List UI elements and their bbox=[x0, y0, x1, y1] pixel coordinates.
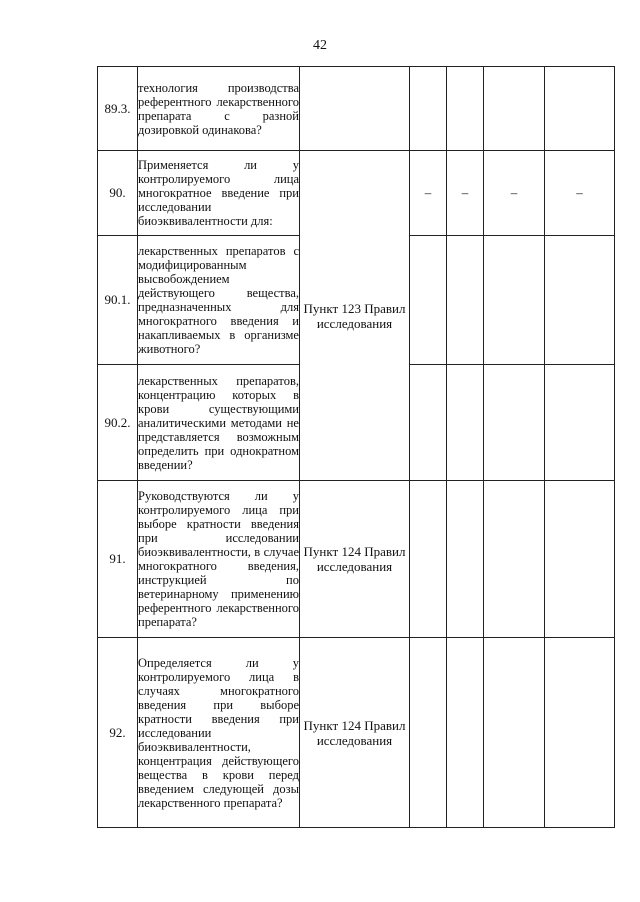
question-text: технология производства референтного лекарственного препарата с разной дозировкой одинакова? bbox=[138, 67, 300, 151]
answer-note-cell bbox=[545, 151, 615, 236]
table-row bbox=[98, 638, 615, 828]
reference-cell-merged: Пункт 123 Правил исследования bbox=[300, 151, 410, 481]
dash-mark: – bbox=[424, 185, 432, 200]
answer-no-cell bbox=[447, 67, 484, 151]
answer-na-cell bbox=[484, 638, 545, 828]
answer-yes-cell bbox=[410, 151, 447, 236]
dash-mark: – bbox=[461, 185, 469, 200]
question-text: лекарственных препаратов, концентрацию которых в крови существующими аналитическими методами не представляется возможным определить при однократном введении? bbox=[138, 365, 300, 481]
answer-yes-cell bbox=[410, 365, 447, 481]
answer-no-cell bbox=[447, 365, 484, 481]
row-number: 89.3. bbox=[98, 67, 138, 151]
answer-note-cell bbox=[545, 638, 615, 828]
answer-note-cell bbox=[545, 481, 615, 638]
reference-cell: Пункт 124 Правил исследования bbox=[300, 638, 410, 828]
table-row bbox=[98, 151, 615, 236]
answer-note-cell bbox=[545, 365, 615, 481]
answer-no-cell bbox=[447, 151, 484, 236]
answer-na-cell bbox=[484, 67, 545, 151]
answer-note-cell bbox=[545, 67, 615, 151]
answer-na-cell bbox=[484, 151, 545, 236]
reference-cell bbox=[300, 67, 410, 151]
question-text: Применяется ли у контролируемого лица многократное введение при исследовании биоэквивалентности для: bbox=[138, 151, 300, 236]
answer-no-cell bbox=[447, 236, 484, 365]
dash-mark: – bbox=[510, 185, 518, 200]
dash-mark: – bbox=[576, 185, 583, 200]
table-row bbox=[98, 67, 615, 151]
reference-cell: Пункт 124 Правил исследования bbox=[300, 481, 410, 638]
answer-na-cell bbox=[484, 236, 545, 365]
answer-no-cell bbox=[447, 481, 484, 638]
answer-yes-cell bbox=[410, 638, 447, 828]
answer-na-cell bbox=[484, 481, 545, 638]
answer-yes-cell bbox=[410, 67, 447, 151]
checklist-table bbox=[97, 66, 615, 828]
page-number: 42 bbox=[313, 38, 327, 53]
table-row bbox=[98, 481, 615, 638]
row-number: 90.1. bbox=[98, 236, 138, 365]
question-text: Руководствуются ли у контролируемого лица при выборе кратности введения при исследовании биоэквивалентности, в случае многократного введения, инструкцией по ветеринарному применению референтного лекарственного препарата? bbox=[138, 481, 300, 638]
row-number: 90. bbox=[98, 151, 138, 236]
question-text: лекарственных препаратов с модифицированным высвобождением действующего вещества, предназначенных для многократного введения и накапливаемых в организме животного? bbox=[138, 236, 300, 365]
answer-yes-cell bbox=[410, 481, 447, 638]
answer-note-cell bbox=[545, 236, 615, 365]
question-text: Определяется ли у контролируемого лица в случаях многократного введения при выборе кратности введения при исследовании биоэквивалентности, концентрация действующего вещества в крови перед введением следующей дозы лекарственного препарата? bbox=[138, 638, 300, 828]
answer-no-cell bbox=[447, 638, 484, 828]
answer-na-cell bbox=[484, 365, 545, 481]
answer-yes-cell bbox=[410, 236, 447, 365]
row-number: 92. bbox=[98, 638, 138, 828]
row-number: 90.2. bbox=[98, 365, 138, 481]
row-number: 91. bbox=[98, 481, 138, 638]
